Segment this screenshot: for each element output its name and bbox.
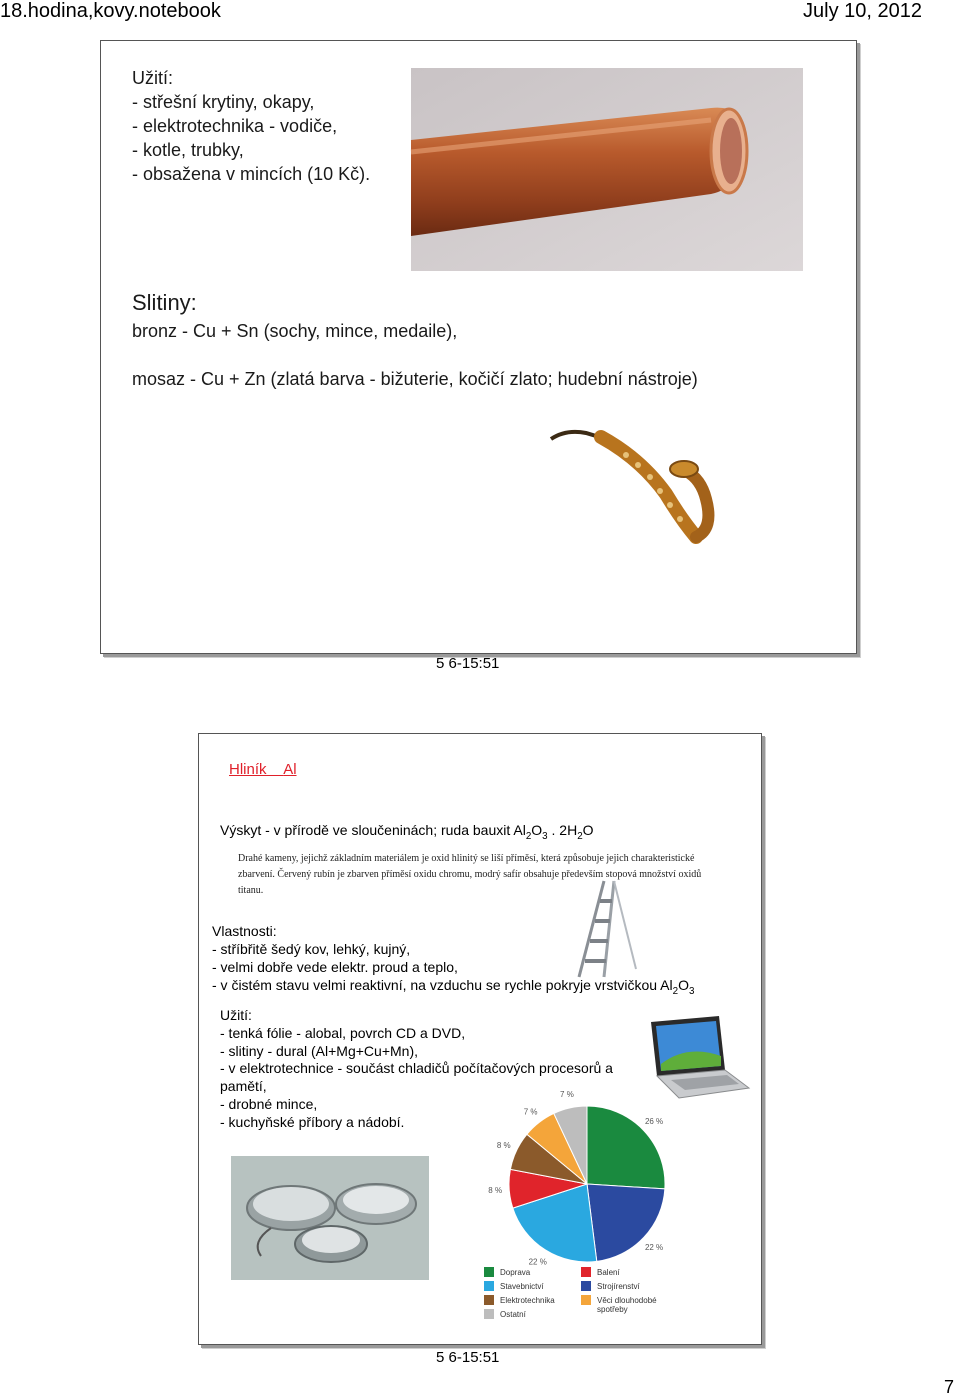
legend-swatch xyxy=(484,1267,494,1277)
pie-chart xyxy=(464,1090,704,1329)
slide-copper xyxy=(100,40,857,654)
pie-legend xyxy=(484,1267,657,1319)
title-element-name: Hliník xyxy=(229,761,267,778)
pie-slices xyxy=(509,1106,665,1262)
laptop-image xyxy=(647,1014,751,1100)
legend-label: Elektrotechnika xyxy=(500,1296,555,1305)
use-item: - tenká fólie - alobal, povrch CD a DVD, xyxy=(220,1025,466,1041)
pie-data-label: 22 % xyxy=(528,1257,547,1267)
saxophone-image xyxy=(546,419,726,554)
document-filename: 18.hodina,kovy.notebook xyxy=(0,0,221,22)
slide-timestamp: 5 6-15:51 xyxy=(436,1349,500,1366)
slide-aluminium xyxy=(198,733,762,1345)
ladder-image xyxy=(574,879,644,979)
pie-data-label: 8 % xyxy=(496,1140,511,1150)
slide-timestamp: 5 6-15:51 xyxy=(436,655,500,672)
legend-swatch xyxy=(484,1309,494,1319)
use-item: - slitiny - dural (Al+Mg+Cu+Mn), xyxy=(220,1043,419,1059)
legend-swatch xyxy=(581,1267,591,1277)
legend-swatch xyxy=(581,1295,591,1305)
slide-title xyxy=(229,761,297,778)
properties-heading: Vlastnosti: xyxy=(212,923,277,939)
legend-label: Doprava xyxy=(500,1268,531,1277)
legend-label: spotřeby xyxy=(597,1305,628,1314)
alloy-brass: mosaz - Cu + Zn (zlatá barva - bižuterie, kočičí zlato; hudební nástroje) xyxy=(132,369,698,389)
page-number: 7 xyxy=(944,1377,955,1397)
occurrence-line: Výskyt - v přírodě ve sloučeninách; ruda bauxit $Al_2O_3$ . $2H_2O$ xyxy=(220,822,594,842)
legend-label: Stavebnictví xyxy=(500,1282,544,1291)
pie-data-label: 22 % xyxy=(644,1242,664,1252)
use-item: - drobné mince, xyxy=(220,1096,318,1112)
title-element-symbol: Al xyxy=(283,761,297,778)
use-item: - kuchyňské příbory a nádobí. xyxy=(220,1114,405,1130)
use-item: - v elektrotechnice - součást chladičů počítačových procesorů a xyxy=(220,1060,613,1076)
legend-label: Strojírenství xyxy=(597,1282,640,1291)
document-date: July 10, 2012 xyxy=(803,0,922,22)
mess-kit-image xyxy=(231,1156,429,1280)
alloys-heading: Slitiny: xyxy=(132,290,197,315)
gems-paragraph: Drahé kameny, jejichž základním materiálem je oxid hlinitý se liší příměsí, která způsobuje jejich charakteristické zbarvení. Červený rubín je zbarven příměsí oxidu chromu, modrý safír obsahuje především stopová množství oxidů titanu. xyxy=(238,853,702,896)
legend-swatch xyxy=(484,1295,494,1305)
copper-pipe-image xyxy=(411,68,803,271)
pie-data-label: 26 % xyxy=(644,1117,664,1127)
property-item: - stříbřitě šedý kov, lehký, kujný, xyxy=(212,941,411,957)
use-item: - obsažena v mincích (10 Kč). xyxy=(132,164,371,184)
alloy-bronze: bronz - Cu + Sn (sochy, mince, medaile), xyxy=(132,321,458,341)
property-item: - v čistém stavu velmi reaktivní, na vzduchu se rychle pokryje vrstvičkou $Al_2O_3$ xyxy=(212,977,695,997)
pie-data-label: 7 % xyxy=(523,1107,538,1117)
use-item: - střešní krytiny, okapy, xyxy=(132,92,315,112)
legend-label: Balení xyxy=(597,1268,620,1277)
uses-heading: Užití: xyxy=(132,68,174,88)
legend-label: Ostatní xyxy=(500,1310,526,1319)
use-item: - kotle, trubky, xyxy=(132,140,244,160)
legend-swatch xyxy=(581,1281,591,1291)
use-item: - elektrotechnika - vodiče, xyxy=(132,116,338,136)
uses-heading: Užití: xyxy=(220,1007,252,1023)
legend-swatch xyxy=(484,1281,494,1291)
legend-label: Věci dlouhodobé xyxy=(597,1296,657,1305)
pie-data-label: 8 % xyxy=(488,1185,503,1195)
property-item: - velmi dobře vede elektr. proud a teplo, xyxy=(212,959,458,975)
use-item: pamětí, xyxy=(220,1078,267,1094)
pie-data-label: 7 % xyxy=(560,1090,574,1100)
